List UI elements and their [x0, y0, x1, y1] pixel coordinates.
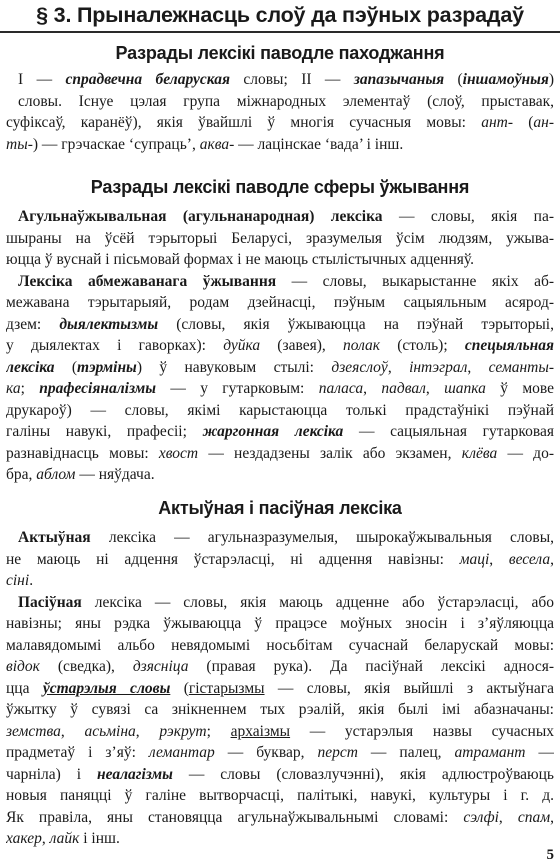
emphasized-term: шапка	[444, 380, 486, 397]
text-run: — лацінскае ‘вада’ і інш.	[234, 135, 404, 153]
emphasized-term: спецыяльная	[464, 337, 554, 354]
text-line	[6, 592, 554, 614]
text-run: лексіка — словы, якія маюць адценне або ўстарэласці, або	[81, 593, 554, 611]
emphasized-term: іншамоўныя	[462, 71, 549, 88]
emphasized-term: земства	[6, 722, 61, 740]
emphasized-term: паласа	[318, 380, 364, 397]
text-run: (сведка),	[39, 658, 133, 675]
text-line	[6, 699, 554, 721]
emphasized-term: хвост	[158, 444, 199, 462]
text-run: —	[525, 744, 554, 761]
text-line	[6, 206, 554, 228]
emphasized-term: прафесіяналізмы	[39, 380, 156, 397]
text-line	[6, 314, 554, 336]
page-number: 5	[546, 847, 554, 863]
text-run: друкароў) — словы, якімі карыстаюцца толькі прадстаўнікі пэўнай	[6, 401, 554, 419]
text-run: — словы, выкарыстанне якіх аб-	[276, 272, 554, 290]
text-line	[6, 570, 554, 592]
title-underline	[0, 31, 560, 33]
emphasized-term: маці	[459, 550, 490, 568]
text-run: дзем:	[6, 315, 60, 333]
text-line	[6, 828, 554, 850]
emphasized-term: полак	[342, 337, 381, 354]
text-line	[6, 464, 554, 486]
emphasized-term: ан-	[533, 114, 554, 131]
text-run: — сацыяльная гутарковая	[343, 423, 554, 440]
text-line	[6, 91, 554, 113]
text-run: не маюць ні адцення ўстарэласці, ні адцення навізны:	[6, 550, 460, 568]
text-run: малавядомымі альбо невядомымі носьбітам сучаснай беларускай мовы:	[6, 636, 554, 654]
text-run: .	[29, 572, 34, 589]
section-heading-active-passive: Актыўная і пасіўная лексіка	[158, 498, 402, 518]
text-run: і інш.	[79, 830, 120, 847]
emphasized-term: перст	[317, 744, 358, 761]
text-line	[6, 335, 554, 357]
emphasized-term: хакер	[6, 830, 42, 847]
text-run: ўжытку ў сувязі са знікненнем тых рэалій, якія былі імі абазначаны:	[6, 701, 554, 718]
text-run: — словы (словазлучэнні), якія адлюстроўваюць	[172, 765, 554, 783]
text-line	[6, 69, 554, 91]
emphasized-term: асьміна	[84, 722, 136, 740]
text-run: бра,	[6, 466, 37, 483]
text-line	[6, 443, 554, 465]
text-line	[6, 635, 554, 657]
text-run: лексіка — агульназразумелыя, шырокаўжывальныя словы,	[90, 529, 554, 546]
text-run: цца	[6, 679, 43, 697]
text-run: ,	[550, 550, 554, 568]
text-run: прадметаў і з’яў:	[6, 744, 149, 761]
text-run: словы; II —	[229, 71, 354, 88]
section-body-active-passive	[6, 527, 554, 850]
emphasized-term: сэлфі	[463, 808, 499, 826]
section-body-origin	[6, 69, 554, 155]
emphasized-term: гістарызмы	[188, 679, 265, 697]
text-run: ) — грэчаскае ‘супраць’,	[32, 135, 200, 153]
emphasized-term: ты-	[6, 135, 33, 153]
emphasized-term: ка	[6, 380, 21, 397]
text-run: ) ў навуковым стылі:	[136, 358, 332, 376]
text-run: ,	[135, 722, 160, 740]
emphasized-term: Лексіка абмежаванага ўжывання	[18, 272, 277, 290]
section-heading-origin: Разрады лексікі паводле паходжання	[115, 43, 445, 63]
emphasized-term: рэкрут	[159, 722, 207, 740]
text-run: — няўдача.	[75, 466, 155, 483]
text-run: (	[512, 114, 534, 131]
text-run: разнавіднасць мовы:	[6, 444, 159, 462]
text-run: ,	[363, 380, 382, 397]
text-run: Як правіла, яны становяцца агульнаўжывальнымі словамі:	[6, 808, 464, 826]
text-line	[6, 134, 554, 156]
text-line	[6, 249, 554, 271]
text-run: чарніла) і	[6, 765, 98, 783]
text-run: — устарэлыя назвы сучасных	[290, 722, 554, 740]
text-run: — до-	[497, 444, 554, 462]
text-run: (	[444, 71, 463, 88]
text-line	[6, 357, 554, 379]
emphasized-term: лексіка	[6, 358, 55, 376]
text-run: суфіксаў, каранёў), якія ўвайшлі ў многія сучасныя мовы:	[6, 114, 482, 131]
emphasized-term: відок	[6, 658, 40, 675]
emphasized-term: дуйка	[223, 337, 261, 354]
text-line	[6, 112, 554, 134]
text-line	[6, 549, 554, 571]
text-line	[6, 742, 554, 764]
text-line	[6, 785, 554, 807]
emphasized-term: спам	[517, 808, 551, 826]
emphasized-term: лайк	[49, 830, 80, 847]
emphasized-term: ант-	[481, 114, 513, 131]
emphasized-term: лемантар	[148, 744, 215, 761]
emphasized-term: жаргонная лексіка	[202, 423, 344, 440]
emphasized-term: неалагізмы	[97, 765, 173, 783]
text-run: ,	[41, 830, 50, 847]
text-line	[6, 421, 554, 443]
text-line	[6, 656, 554, 678]
emphasized-term: сіні	[6, 572, 30, 589]
emphasized-term: ўстарэлыя словы	[42, 679, 171, 697]
text-run: ў мове	[485, 380, 554, 397]
text-line	[6, 228, 554, 250]
text-run: ,	[550, 808, 554, 826]
emphasized-term: семанты-	[488, 358, 554, 376]
emphasized-term: запазычаныя	[353, 71, 445, 88]
emphasized-term: атрамант	[454, 744, 526, 761]
text-line	[6, 678, 554, 700]
text-run: галіны навукі, прафесіі;	[6, 423, 203, 440]
emphasized-term: падвал	[381, 380, 426, 397]
text-run: ;	[206, 722, 231, 740]
emphasized-term: дзеяслоў	[331, 358, 388, 376]
text-run: навізны; яны рэдка ўжываюцца ў працэсе моўных зносін і з’яўляюцца	[6, 615, 554, 632]
text-run: юцца ў вуснай і пісьмовай формах і не маюць стылістычных адценняў.	[6, 251, 474, 268]
text-line	[6, 721, 554, 743]
emphasized-term: аблом	[36, 466, 76, 483]
text-line	[6, 378, 554, 400]
emphasized-term: весела	[508, 550, 551, 568]
section-body-usage	[6, 206, 554, 486]
text-run: — нездадзены залік або экзамен,	[198, 444, 462, 462]
text-run: ,	[387, 358, 410, 376]
text-run: ;	[20, 380, 40, 397]
emphasized-term: дыялектызмы	[59, 315, 159, 333]
text-run: )	[548, 71, 554, 88]
emphasized-term: клёва	[461, 444, 498, 462]
emphasized-term: Агульнаўжывальная (агульнанародная) лексіка	[18, 208, 383, 225]
text-run: ,	[467, 358, 489, 376]
text-run: шыраны на ўсёй тэрыторыі Беларусі, зразумелыя ўсім людзям, ужыва-	[6, 229, 554, 247]
text-run: — словы, якія выйшлі з актыўнага	[264, 679, 554, 697]
text-run: межавана тэрытарыяй, родам дзейнасці, пэўным сацыяльным асярод-	[6, 294, 554, 311]
emphasized-term: Пасіўная	[18, 593, 82, 611]
text-line	[6, 527, 554, 549]
text-line	[6, 613, 554, 635]
text-line	[6, 807, 554, 829]
text-run: ,	[498, 808, 518, 826]
text-run: (правая рука). Да пасіўнай лексікі аднося-	[188, 658, 554, 675]
text-run: ,	[489, 550, 509, 568]
page-title: § 3. Прыналежнасць слоў да пэўных разрадаў	[36, 3, 524, 27]
text-run: — у гутарковым:	[156, 380, 319, 397]
emphasized-term: архаізмы	[230, 722, 291, 740]
text-run: — буквар,	[214, 744, 318, 761]
text-run: (словы, якія ўжываюцца на пэўнай тэрыторыі,	[158, 315, 554, 333]
text-run: (столь);	[380, 337, 465, 354]
emphasized-term: Актыўная	[18, 529, 91, 546]
text-run: у дыялектах і гаворках):	[6, 337, 224, 354]
emphasized-term: аква-	[199, 135, 235, 153]
section-heading-usage: Разрады лексікі паводле сферы ўжывання	[90, 177, 470, 197]
text-run: (	[54, 358, 78, 376]
emphasized-term: спрадвечна беларуская	[65, 71, 230, 88]
text-run: I —	[18, 71, 66, 88]
text-run: ,	[60, 722, 85, 740]
emphasized-term: тэрміны	[77, 358, 137, 376]
text-run: (	[170, 679, 189, 697]
text-run: новыя паняцці ў галіне вытворчасці, палітыкі, навукі, культуры і г. д.	[6, 787, 554, 804]
text-line	[6, 764, 554, 786]
text-run: ,	[425, 380, 445, 397]
text-line	[6, 292, 554, 314]
text-line	[6, 400, 554, 422]
emphasized-term: дзясніца	[132, 658, 189, 675]
emphasized-term: інтэграл	[409, 358, 468, 376]
text-line	[6, 271, 554, 293]
text-run: — словы, якія па-	[382, 208, 554, 225]
text-run: — палец,	[357, 744, 455, 761]
text-run: (завея),	[260, 337, 343, 354]
text-run: словы. Існуе цэлая група міжнародных элементаў (слоў, прыставак,	[18, 92, 554, 110]
